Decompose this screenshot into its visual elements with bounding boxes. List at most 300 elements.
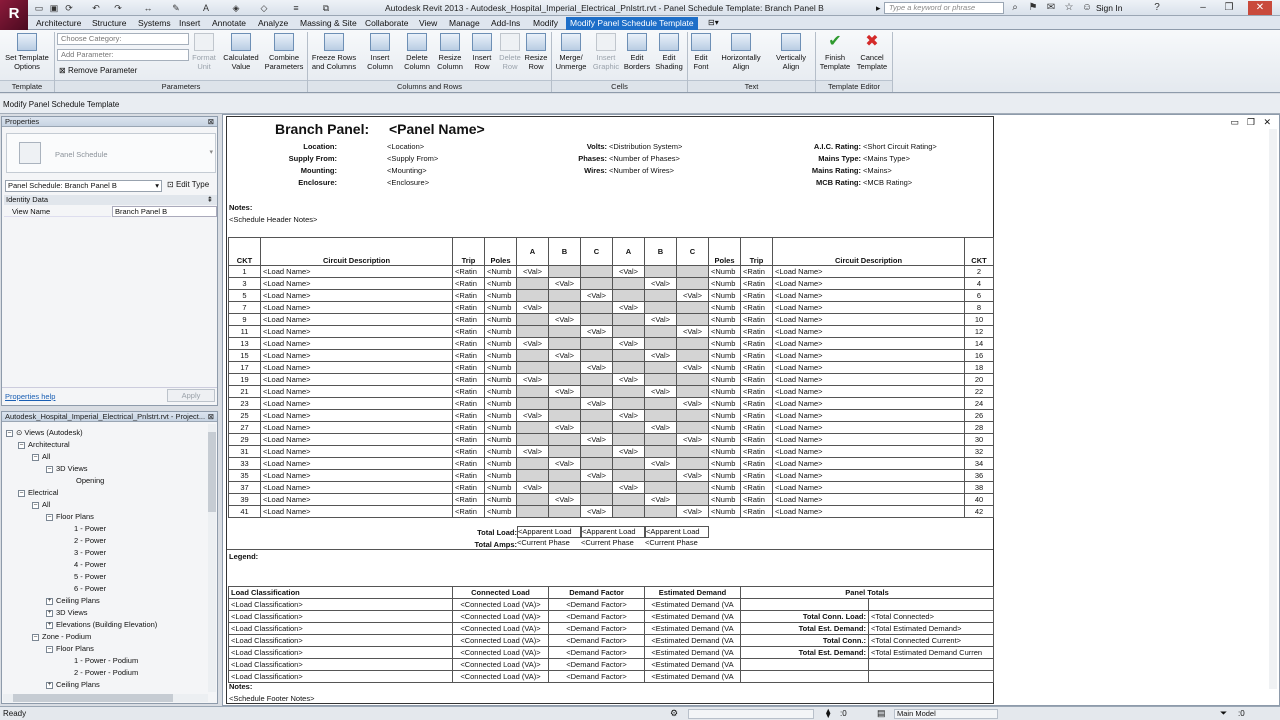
load-name-cell[interactable]: <Load Name> [261,422,453,434]
ckt-number[interactable]: 1 [229,266,261,278]
view-minimize-icon[interactable]: ▭ [1230,117,1239,127]
phase-empty-cell[interactable] [677,350,709,362]
ckt-number[interactable]: 24 [965,398,994,410]
tree-item[interactable]: – Zone - Podium [33,632,92,641]
phase-empty-cell[interactable] [549,266,581,278]
load-name-cell[interactable]: <Load Name> [261,494,453,506]
instance-selector[interactable] [5,180,162,192]
trip-cell[interactable]: <Ratin [453,326,485,338]
classification-cell[interactable]: <Demand Factor> [549,623,645,635]
insert-column-button[interactable] [362,33,398,71]
poles-cell[interactable]: <Numb [485,482,517,494]
trip-cell[interactable]: <Ratin [741,278,773,290]
ckt-number[interactable]: 32 [965,446,994,458]
view-close-icon[interactable]: ✕ [1263,117,1271,127]
phase-value-cell[interactable]: <Val> [549,350,581,362]
trip-header[interactable]: Trip [453,238,485,266]
phase-value-cell[interactable]: <Val> [677,506,709,518]
ckt-number[interactable]: 22 [965,386,994,398]
phase-empty-cell[interactable] [549,482,581,494]
phase-empty-cell[interactable] [549,326,581,338]
poles-header[interactable]: Poles [709,238,741,266]
phase-empty-cell[interactable] [581,266,613,278]
trip-cell[interactable]: <Ratin [741,326,773,338]
phase-empty-cell[interactable] [517,326,549,338]
close-icon[interactable]: ✕ [1248,1,1272,15]
phase-empty-cell[interactable] [517,434,549,446]
edit-font-button[interactable] [689,33,713,71]
trip-cell[interactable]: <Ratin [741,434,773,446]
ckt-number[interactable]: 5 [229,290,261,302]
poles-cell[interactable]: <Numb [485,302,517,314]
phase-empty-cell[interactable] [677,338,709,350]
poles-cell[interactable]: <Numb [709,302,741,314]
vertical-scrollbar[interactable] [208,424,216,692]
trip-cell[interactable]: <Ratin [453,350,485,362]
classification-cell[interactable]: <Demand Factor> [549,647,645,659]
trip-cell[interactable]: <Ratin [741,482,773,494]
classification-cell[interactable]: <Connected Load (VA)> [453,635,549,647]
edit-type-button[interactable] [167,180,209,189]
thin-lines-icon[interactable]: ≡ [293,3,299,13]
view-scrollbar[interactable] [1269,129,1277,689]
classification-cell[interactable]: <Estimated Demand (VA [645,671,741,683]
trip-cell[interactable]: <Ratin [741,290,773,302]
phase-empty-cell[interactable] [581,422,613,434]
load-name-cell[interactable]: <Load Name> [261,482,453,494]
search-expand-icon[interactable]: ▸ [876,3,881,13]
phase-empty-cell[interactable] [517,398,549,410]
poles-cell[interactable]: <Numb [485,338,517,350]
load-name-cell[interactable]: <Load Name> [773,470,965,482]
phase-value-cell[interactable]: <Val> [645,458,677,470]
ckt-number[interactable]: 41 [229,506,261,518]
info-value[interactable]: <Enclosure> [387,178,430,187]
tree-item[interactable]: + Ceiling Plans [47,680,100,689]
phase-value-cell[interactable]: <Val> [677,290,709,302]
edit-shading-button[interactable] [653,33,685,71]
user-icon[interactable]: ☺ [1081,2,1093,13]
classification-cell[interactable]: <Load Classification> [229,647,453,659]
ckt-number[interactable]: 6 [965,290,994,302]
poles-cell[interactable]: <Numb [709,362,741,374]
trip-cell[interactable]: <Ratin [741,422,773,434]
info-value[interactable]: <Number of Phases> [609,154,680,163]
type-selector[interactable] [6,133,216,173]
text-icon[interactable]: A [202,3,209,13]
tree-item[interactable]: – Electrical [19,488,59,497]
poles-cell[interactable]: <Numb [709,482,741,494]
classification-cell[interactable]: <Estimated Demand (VA [645,599,741,611]
phase-value-cell[interactable]: <Val> [677,398,709,410]
poles-cell[interactable]: <Numb [485,422,517,434]
phase-value-cell[interactable]: <Val> [549,278,581,290]
tab-modify-panel-schedule-template[interactable]: Modify Panel Schedule Template [566,17,698,30]
load-name-cell[interactable]: <Load Name> [261,302,453,314]
tree-item[interactable]: – Architectural [19,440,70,449]
panel-close-icon[interactable]: ⊠ [207,412,214,421]
classification-cell[interactable]: <Estimated Demand (VA [645,659,741,671]
phase-empty-cell[interactable] [549,470,581,482]
ckt-number[interactable]: 11 [229,326,261,338]
classification-cell[interactable]: <Demand Factor> [549,659,645,671]
phase-empty-cell[interactable] [677,422,709,434]
trip-cell[interactable]: <Ratin [453,302,485,314]
load-name-cell[interactable]: <Load Name> [261,350,453,362]
phase-empty-cell[interactable] [517,386,549,398]
phase-empty-cell[interactable] [581,278,613,290]
load-name-cell[interactable]: <Load Name> [773,314,965,326]
trip-cell[interactable]: <Ratin [741,266,773,278]
phase-empty-cell[interactable] [677,302,709,314]
phase-empty-cell[interactable] [549,338,581,350]
poles-cell[interactable]: <Numb [709,338,741,350]
phase-b-header[interactable]: B [645,238,677,266]
ckt-number[interactable]: 3 [229,278,261,290]
maximize-icon[interactable]: ❐ [1224,2,1234,13]
trip-header[interactable]: Trip [741,238,773,266]
revit-logo[interactable]: R [0,0,28,30]
ckt-number[interactable]: 38 [965,482,994,494]
trip-cell[interactable]: <Ratin [741,446,773,458]
cancel-template-button[interactable] [854,33,890,71]
phase-empty-cell[interactable] [677,386,709,398]
phase-value-cell[interactable]: <Val> [677,326,709,338]
ckt-number[interactable]: 35 [229,470,261,482]
info-value[interactable]: <Mains Type> [863,154,910,163]
phase-empty-cell[interactable] [517,314,549,326]
tree-item[interactable]: + Elevations (Building Elevation) [47,620,158,629]
tab-collaborate[interactable]: Collaborate [365,18,409,28]
load-name-cell[interactable]: <Load Name> [261,278,453,290]
tab-systems[interactable]: Systems [138,18,171,28]
phase-empty-cell[interactable] [613,290,645,302]
phase-empty-cell[interactable] [581,302,613,314]
poles-cell[interactable]: <Numb [485,446,517,458]
load-name-cell[interactable]: <Load Name> [773,362,965,374]
trip-cell[interactable]: <Ratin [741,338,773,350]
finish-template-button[interactable] [817,33,853,71]
ckt-number[interactable]: 16 [965,350,994,362]
load-name-cell[interactable]: <Load Name> [261,410,453,422]
load-name-cell[interactable]: <Load Name> [261,386,453,398]
trip-cell[interactable]: <Ratin [453,482,485,494]
ckt-number[interactable]: 12 [965,326,994,338]
classification-cell[interactable]: <Load Classification> [229,659,453,671]
load-name-cell[interactable]: <Load Name> [261,470,453,482]
load-name-cell[interactable]: <Load Name> [773,374,965,386]
communication-icon[interactable]: ✉ [1046,2,1056,13]
panel-close-icon[interactable]: ⊠ [207,117,214,126]
phase-value-cell[interactable]: <Val> [645,314,677,326]
phase-value-cell[interactable]: <Val> [613,338,645,350]
trip-cell[interactable]: <Ratin [741,398,773,410]
view-name-input[interactable]: Branch Panel B [112,206,217,217]
poles-cell[interactable]: <Numb [485,278,517,290]
poles-cell[interactable]: <Numb [485,506,517,518]
ckt-number[interactable]: 9 [229,314,261,326]
phase-value-cell[interactable]: <Val> [581,434,613,446]
classification-header[interactable]: Demand Factor [549,587,645,599]
phase-empty-cell[interactable] [677,494,709,506]
trip-cell[interactable]: <Ratin [453,434,485,446]
phase-value-cell[interactable]: <Val> [517,266,549,278]
header-notes[interactable]: <Schedule Header Notes> [229,215,318,224]
phase-value-cell[interactable]: <Val> [677,470,709,482]
phase-empty-cell[interactable] [677,314,709,326]
phase-empty-cell[interactable] [645,338,677,350]
phase-empty-cell[interactable] [645,470,677,482]
phase-empty-cell[interactable] [517,494,549,506]
ckt-header[interactable]: CKT [229,238,261,266]
poles-cell[interactable]: <Numb [709,458,741,470]
phase-empty-cell[interactable] [517,290,549,302]
classification-cell[interactable]: <Load Classification> [229,635,453,647]
phase-empty-cell[interactable] [645,410,677,422]
poles-cell[interactable]: <Numb [485,290,517,302]
trip-cell[interactable]: <Ratin [741,494,773,506]
phase-value-cell[interactable]: <Val> [581,326,613,338]
phase-empty-cell[interactable] [613,386,645,398]
classification-cell[interactable]: <Connected Load (VA)> [453,623,549,635]
ckt-number[interactable]: 27 [229,422,261,434]
sync-icon[interactable]: ⟳ [65,3,73,13]
load-name-cell[interactable]: <Load Name> [261,290,453,302]
poles-cell[interactable]: <Numb [709,446,741,458]
poles-cell[interactable]: <Numb [485,386,517,398]
phase-value-cell[interactable]: <Val> [613,410,645,422]
identity-data-section[interactable] [4,195,217,205]
ckt-number[interactable]: 4 [965,278,994,290]
phase-empty-cell[interactable] [613,434,645,446]
phase-value-cell[interactable]: <Val> [645,422,677,434]
favorites-icon[interactable]: ☆ [1064,2,1074,13]
classification-cell[interactable]: <Demand Factor> [549,611,645,623]
load-name-cell[interactable]: <Load Name> [261,266,453,278]
total-load-b[interactable]: <Apparent Load [581,526,645,538]
load-name-cell[interactable]: <Load Name> [773,506,965,518]
info-value[interactable]: <Short Circuit Rating> [863,142,937,151]
classification-cell[interactable]: <Load Classification> [229,623,453,635]
phase-value-cell[interactable]: <Val> [549,422,581,434]
phase-empty-cell[interactable] [645,290,677,302]
poles-cell[interactable]: <Numb [485,434,517,446]
tree-item[interactable] [74,656,138,665]
tab-structure[interactable]: Structure [92,18,127,28]
phase-empty-cell[interactable] [581,458,613,470]
3d-view-icon[interactable]: ◈ [232,3,240,13]
phase-empty-cell[interactable] [645,434,677,446]
filter-select-icon[interactable]: ⧫ [826,708,831,718]
redo-icon[interactable]: ↷ [114,3,122,13]
poles-cell[interactable]: <Numb [485,470,517,482]
classification-cell[interactable]: <Demand Factor> [549,671,645,683]
tab-insert[interactable]: Insert [179,18,201,28]
ckt-number[interactable]: 8 [965,302,994,314]
poles-cell[interactable]: <Numb [709,278,741,290]
ckt-number[interactable]: 33 [229,458,261,470]
tree-item[interactable]: – All [33,452,51,461]
load-name-cell[interactable]: <Load Name> [773,338,965,350]
apply-button[interactable]: Apply [167,389,215,402]
load-name-cell[interactable]: <Load Name> [261,362,453,374]
phase-value-cell[interactable]: <Val> [645,350,677,362]
phase-empty-cell[interactable] [677,410,709,422]
phase-empty-cell[interactable] [677,446,709,458]
ckt-number[interactable]: 37 [229,482,261,494]
binoculars-icon[interactable]: ⌕ [1012,2,1018,13]
poles-cell[interactable]: <Numb [485,350,517,362]
poles-cell[interactable]: <Numb [485,314,517,326]
filter-icon[interactable]: ⏷ [1220,708,1228,718]
trip-cell[interactable]: <Ratin [741,314,773,326]
panel-total-value[interactable]: <Total Connected> [869,611,994,623]
phase-a-header[interactable]: A [613,238,645,266]
help-search-input[interactable]: Type a keyword or phrase [884,2,1004,14]
edit-borders-button[interactable] [622,33,652,71]
phase-empty-cell[interactable] [645,374,677,386]
phase-value-cell[interactable]: <Val> [613,266,645,278]
ckt-number[interactable]: 34 [965,458,994,470]
poles-cell[interactable]: <Numb [485,494,517,506]
load-name-cell[interactable]: <Load Name> [773,350,965,362]
poles-cell[interactable]: <Numb [709,266,741,278]
panel-total-value[interactable] [869,599,994,611]
classification-header[interactable]: Connected Load [453,587,549,599]
phase-value-cell[interactable]: <Val> [613,482,645,494]
tab-massing-site[interactable]: Massing & Site [300,18,357,28]
remove-parameter-button[interactable] [59,66,137,75]
tab-analyze[interactable]: Analyze [258,18,289,28]
load-name-cell[interactable]: <Load Name> [261,398,453,410]
phase-empty-cell[interactable] [677,482,709,494]
phase-empty-cell[interactable] [581,446,613,458]
tree-item[interactable] [74,536,106,545]
phase-value-cell[interactable]: <Val> [581,290,613,302]
phase-value-cell[interactable]: <Val> [549,314,581,326]
load-name-cell[interactable]: <Load Name> [773,410,965,422]
ckt-number[interactable]: 36 [965,470,994,482]
classification-header[interactable]: Panel Totals [741,587,994,599]
ckt-number[interactable]: 21 [229,386,261,398]
ckt-number[interactable]: 7 [229,302,261,314]
trip-cell[interactable]: <Ratin [453,386,485,398]
phase-value-cell[interactable]: <Val> [677,434,709,446]
ckt-number[interactable]: 29 [229,434,261,446]
merge-unmerge-button[interactable] [553,33,589,71]
poles-cell[interactable]: <Numb [709,470,741,482]
phase-empty-cell[interactable] [677,458,709,470]
panel-total-value[interactable]: <Total Connected Current> [869,635,994,647]
ckt-number[interactable]: 18 [965,362,994,374]
delete-row-button[interactable] [497,33,523,71]
load-name-cell[interactable]: <Load Name> [773,446,965,458]
phase-value-cell[interactable]: <Val> [549,458,581,470]
freeze-rows-columns-button[interactable] [309,33,359,71]
phase-empty-cell[interactable] [613,458,645,470]
tree-item[interactable]: – 3D Views [47,464,88,473]
phase-c-header[interactable]: C [677,238,709,266]
phase-empty-cell[interactable] [549,302,581,314]
ckt-number[interactable]: 28 [965,422,994,434]
trip-cell[interactable]: <Ratin [453,410,485,422]
load-name-cell[interactable]: <Load Name> [773,290,965,302]
poles-cell[interactable]: <Numb [709,410,741,422]
trip-cell[interactable]: <Ratin [453,362,485,374]
ckt-number[interactable]: 26 [965,410,994,422]
tree-item[interactable]: – All [33,500,51,509]
phase-empty-cell[interactable] [549,374,581,386]
tree-item[interactable]: – Floor Plans [47,644,94,653]
poles-cell[interactable]: <Numb [485,398,517,410]
tree-item[interactable] [74,572,106,581]
trip-cell[interactable]: <Ratin [453,422,485,434]
phase-empty-cell[interactable] [613,398,645,410]
format-unit-button[interactable] [190,33,218,71]
classification-cell[interactable]: <Connected Load (VA)> [453,647,549,659]
phase-empty-cell[interactable] [581,494,613,506]
combine-parameters-button[interactable] [263,33,305,71]
poles-cell[interactable]: <Numb [485,266,517,278]
trip-cell[interactable]: <Ratin [741,302,773,314]
trip-cell[interactable]: <Ratin [453,290,485,302]
resize-column-button[interactable] [434,33,466,71]
phase-empty-cell[interactable] [645,506,677,518]
phase-value-cell[interactable]: <Val> [517,302,549,314]
panel-total-value[interactable] [869,659,994,671]
phase-empty-cell[interactable] [613,326,645,338]
phase-empty-cell[interactable] [517,470,549,482]
poles-cell[interactable]: <Numb [485,374,517,386]
total-amps-a[interactable]: <Current Phase [517,538,570,547]
phase-empty-cell[interactable] [581,386,613,398]
ckt-number[interactable]: 31 [229,446,261,458]
phase-empty-cell[interactable] [549,398,581,410]
poles-cell[interactable]: <Numb [709,506,741,518]
load-name-cell[interactable]: <Load Name> [773,386,965,398]
ckt-number[interactable]: 39 [229,494,261,506]
phase-empty-cell[interactable] [581,314,613,326]
phase-empty-cell[interactable] [613,422,645,434]
phase-empty-cell[interactable] [645,362,677,374]
classification-header[interactable]: Estimated Demand [645,587,741,599]
total-amps-c[interactable]: <Current Phase [645,538,698,547]
poles-cell[interactable]: <Numb [485,410,517,422]
phase-empty-cell[interactable] [517,506,549,518]
load-name-cell[interactable]: <Load Name> [773,398,965,410]
insert-row-button[interactable] [468,33,496,71]
panel-total-value[interactable]: <Total Estimated Demand> [869,623,994,635]
phase-empty-cell[interactable] [517,350,549,362]
phase-empty-cell[interactable] [645,326,677,338]
tab-manage[interactable]: Manage [449,18,480,28]
tree-item[interactable] [74,548,106,557]
phase-value-cell[interactable]: <Val> [517,482,549,494]
tab-architecture[interactable]: Architecture [36,18,82,28]
poles-cell[interactable]: <Numb [709,386,741,398]
load-name-cell[interactable]: <Load Name> [261,458,453,470]
measure-icon[interactable]: ↔ [143,3,153,13]
poles-cell[interactable]: <Numb [709,374,741,386]
ckt-number[interactable]: 30 [965,434,994,446]
tree-item[interactable] [74,668,138,677]
info-value[interactable]: <Number of Wires> [609,166,675,175]
phase-empty-cell[interactable] [581,350,613,362]
classification-cell[interactable]: <Estimated Demand (VA [645,647,741,659]
save-icon[interactable]: ▣ [49,3,59,13]
load-name-cell[interactable]: <Load Name> [261,338,453,350]
phase-empty-cell[interactable] [613,494,645,506]
